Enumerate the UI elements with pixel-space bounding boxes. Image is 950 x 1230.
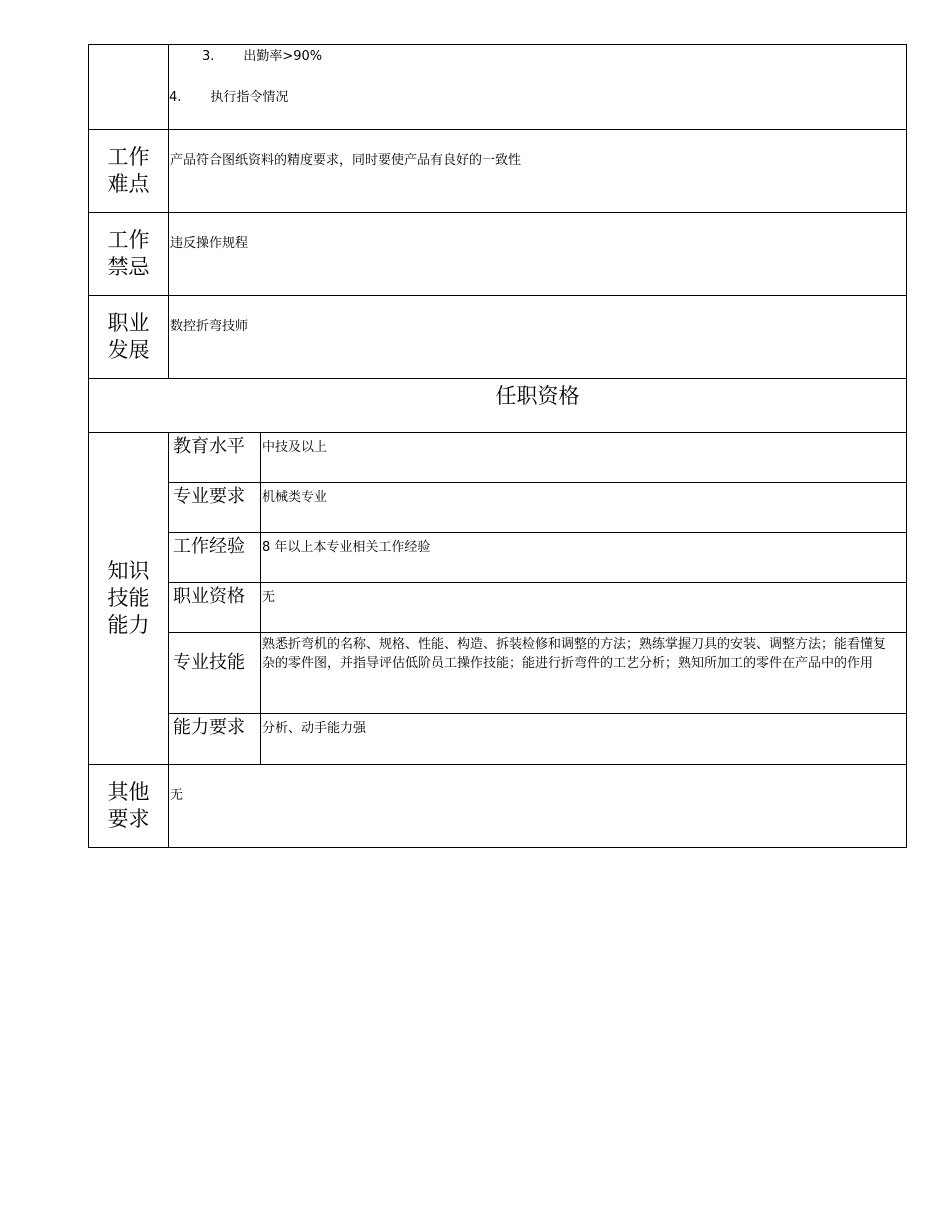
skills-label: 专业技能 xyxy=(169,633,261,714)
skills-value: 熟悉折弯机的名称、规格、性能、构造、拆装检修和调整的方法；熟练掌握刀具的安装、调整方法；能看懂复杂的零件图，并指导评估低阶员工操作技能；能进行折弯件的工艺分析；熟知所加工的零件在产品中的作用 xyxy=(261,633,907,714)
other-label: 其他要求 xyxy=(107,780,150,831)
assessment-item-4 xyxy=(169,88,906,107)
qualification-title: 任职资格 xyxy=(89,379,907,433)
qualification-row xyxy=(89,714,907,765)
difficulty-label-cell xyxy=(89,130,169,213)
experience-label: 工作经验 xyxy=(169,533,261,583)
other-row xyxy=(89,765,907,848)
item-3-text: 出勤率>90% xyxy=(243,49,323,64)
ability-label: 能力要求 xyxy=(169,714,261,765)
qualification-row xyxy=(89,483,907,533)
other-label-cell xyxy=(89,765,169,848)
career-label: 职业发展 xyxy=(107,311,150,362)
qualification-row xyxy=(89,533,907,583)
other-value: 无 xyxy=(169,765,907,848)
assessment-row xyxy=(89,45,907,130)
career-value: 数控折弯技师 xyxy=(169,296,907,379)
qualification-title-row xyxy=(89,379,907,433)
assessment-item-3 xyxy=(169,47,906,66)
ability-value: 分析、动手能力强 xyxy=(261,714,907,765)
assessment-items-cell xyxy=(169,45,907,130)
certificate-value: 无 xyxy=(261,583,907,633)
assessment-label-cell xyxy=(89,45,169,130)
qualification-row xyxy=(89,583,907,633)
taboo-label: 工作禁忌 xyxy=(107,228,150,279)
taboo-label-cell xyxy=(89,213,169,296)
education-value: 中技及以上 xyxy=(261,433,907,483)
qualification-row xyxy=(89,633,907,714)
difficulty-row xyxy=(89,130,907,213)
experience-value: 8 年以上本专业相关工作经验 xyxy=(261,533,907,583)
major-label: 专业要求 xyxy=(169,483,261,533)
job-description-table xyxy=(88,44,907,848)
knowledge-skill-label-cell xyxy=(89,433,169,765)
difficulty-value: 产品符合图纸资料的精度要求，同时要使产品有良好的一致性 xyxy=(169,130,907,213)
qualification-row xyxy=(89,433,907,483)
career-row xyxy=(89,296,907,379)
knowledge-skill-label: 知识技能能力 xyxy=(107,559,150,637)
item-4-number: 4. xyxy=(169,90,182,105)
education-label: 教育水平 xyxy=(169,433,261,483)
difficulty-label: 工作难点 xyxy=(107,145,150,196)
major-value: 机械类专业 xyxy=(261,483,907,533)
taboo-value: 违反操作规程 xyxy=(169,213,907,296)
item-4-text: 执行指令情况 xyxy=(210,90,289,105)
certificate-label: 职业资格 xyxy=(169,583,261,633)
taboo-row xyxy=(89,213,907,296)
career-label-cell xyxy=(89,296,169,379)
item-3-number: 3. xyxy=(202,49,215,64)
